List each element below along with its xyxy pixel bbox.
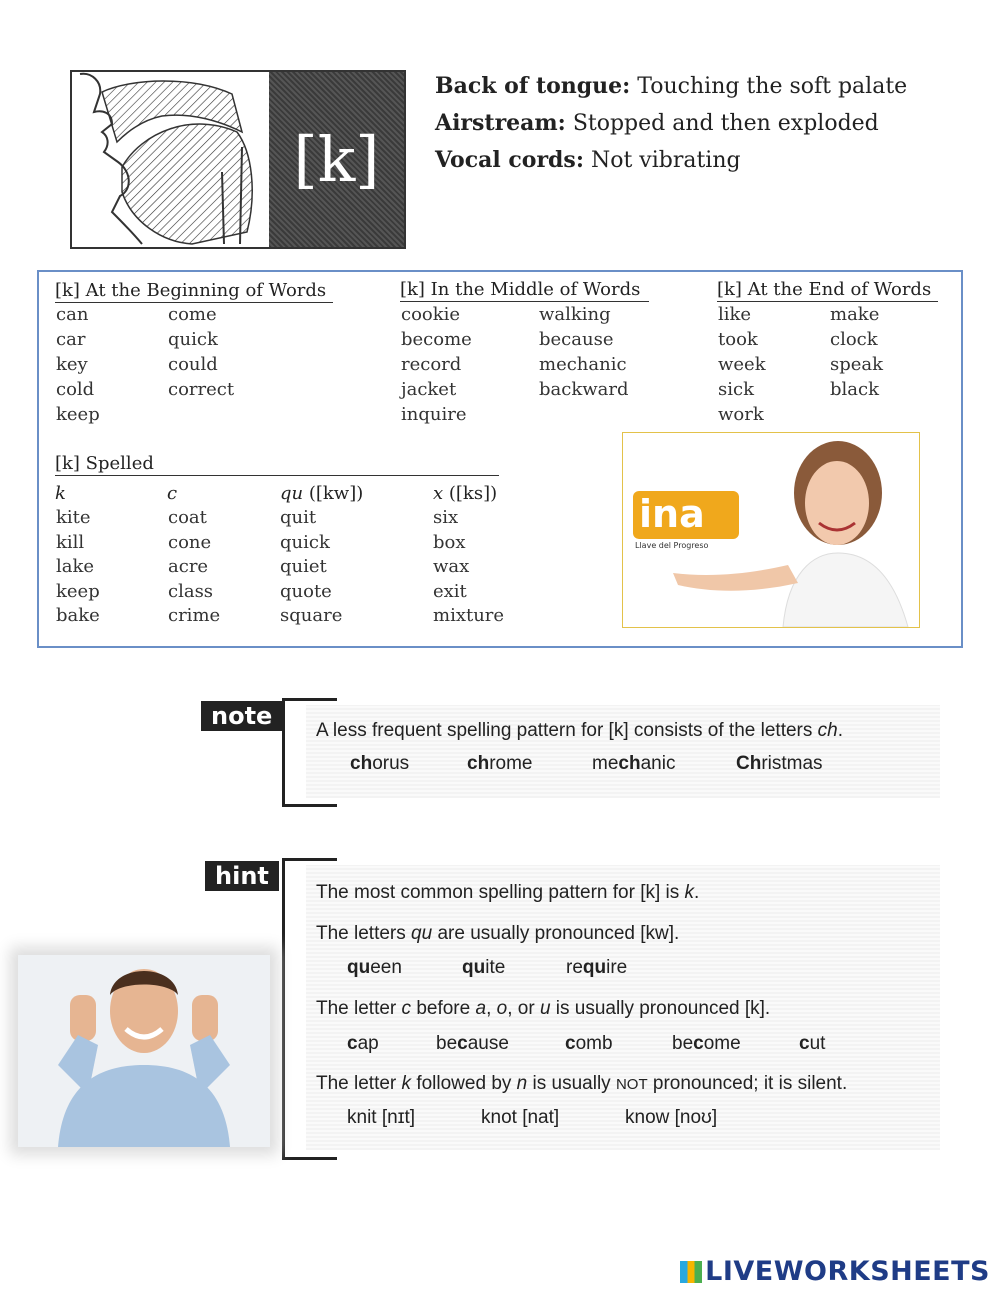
note-panel xyxy=(306,705,940,798)
beginning-word: car xyxy=(56,329,86,350)
hint-example-word: require xyxy=(566,957,628,978)
spelled-header-k: k xyxy=(55,483,66,504)
hint-example-word: comb xyxy=(565,1033,613,1054)
airstream-line: Airstream: Stopped and then exploded xyxy=(435,110,879,136)
middle-word: cookie xyxy=(401,304,461,325)
beginning-word: come xyxy=(168,304,217,325)
end-heading: [k] At the End of Words xyxy=(717,279,938,302)
spelled-word: mixture xyxy=(433,605,505,627)
beginning-word: keep xyxy=(56,404,100,425)
middle-heading: [k] In the Middle of Words xyxy=(400,279,649,302)
spelled-word: box xyxy=(433,531,466,553)
hint-example-word: know [noʊ] xyxy=(625,1107,718,1128)
spelled-word: square xyxy=(280,605,343,627)
spelled-word: bake xyxy=(56,605,100,627)
middle-word: backward xyxy=(539,379,629,400)
spelled-word: quote xyxy=(280,580,332,602)
hint-example-word: because xyxy=(436,1033,509,1054)
phoneme-symbol: [k] xyxy=(293,123,380,196)
end-word: work xyxy=(718,404,764,425)
tongue-line: Back of tongue: Touching the soft palate xyxy=(435,73,908,99)
spelled-word: exit xyxy=(433,580,467,602)
hint-example-word: queen xyxy=(347,957,402,978)
articulation-properties xyxy=(435,68,907,179)
ina-advert-image xyxy=(622,432,920,628)
ina-tagline: Llave del Progreso xyxy=(635,541,709,550)
spelled-word: coat xyxy=(168,507,207,528)
hint-line-2: The letters qu are usually pronounced [kw]. xyxy=(316,923,680,944)
beginning-word: cold xyxy=(56,379,95,400)
hint-line-1: The most common spelling pattern for [k] is k. xyxy=(316,882,700,903)
hint-example-word: cut xyxy=(799,1033,826,1054)
spelled-word: quit xyxy=(280,507,317,528)
hint-example-word: knot [nat] xyxy=(481,1107,560,1128)
spelled-header-c: c xyxy=(167,483,178,504)
spelled-word: quick xyxy=(280,531,330,553)
beginning-word: correct xyxy=(168,379,235,400)
articulation-diagram xyxy=(70,70,406,249)
middle-word: jacket xyxy=(401,379,457,400)
beginning-word: quick xyxy=(168,329,218,350)
liveworksheets-brand[interactable]: LIVEWORKSHEETS xyxy=(680,1256,990,1287)
middle-word: inquire xyxy=(401,404,467,425)
spelled-word: wax xyxy=(433,556,470,578)
spelled-word: class xyxy=(168,580,214,602)
man-thumbs-up-photo xyxy=(18,955,270,1147)
hint-example-word: become xyxy=(672,1033,741,1054)
beginning-heading: [k] At the Beginning of Words xyxy=(55,280,333,303)
end-word: black xyxy=(830,379,879,400)
man-photo xyxy=(18,955,270,1147)
end-word: sick xyxy=(718,379,754,400)
end-word: like xyxy=(718,304,752,325)
hint-line-4: The letter k followed by n is usually NOT pronounced; it is silent. xyxy=(316,1073,848,1094)
spelled-word: acre xyxy=(168,556,209,578)
note-tag: note xyxy=(201,701,282,731)
end-word: make xyxy=(830,304,880,325)
vocal-line: Vocal cords: Not vibrating xyxy=(435,147,741,173)
ina-logo-text: ina xyxy=(639,492,705,536)
hint-line-3: The letter c before a, o, or u is usually pronounced [k]. xyxy=(316,998,771,1019)
spelled-word: keep xyxy=(56,580,100,602)
spelled-word: crime xyxy=(168,605,221,627)
end-word: clock xyxy=(830,329,878,350)
mouth-profile-image xyxy=(72,72,269,247)
end-word: speak xyxy=(830,354,884,375)
spelled-word: kite xyxy=(56,507,91,528)
middle-word: because xyxy=(539,329,614,350)
hint-example-word: quite xyxy=(462,957,506,978)
middle-word: mechanic xyxy=(539,354,627,375)
beginning-word: can xyxy=(56,304,89,325)
spelled-header-qu: qu ([kw]) xyxy=(280,483,364,504)
spelled-word: lake xyxy=(56,556,95,578)
middle-word: become xyxy=(401,329,472,350)
note-example-word: chrome xyxy=(467,753,533,774)
note-example-word: Christmas xyxy=(736,753,823,774)
end-word: week xyxy=(718,354,766,375)
spelled-word: kill xyxy=(56,531,85,553)
hint-example-word: cap xyxy=(347,1033,379,1054)
spelled-word: six xyxy=(433,507,459,528)
brand-logo-icon xyxy=(680,1261,702,1283)
spelled-word: quiet xyxy=(280,556,327,578)
middle-word: record xyxy=(401,354,462,375)
hint-example-word: knit [nɪt] xyxy=(347,1107,416,1128)
beginning-word: key xyxy=(56,354,88,375)
note-example-word: mechanic xyxy=(592,753,676,774)
hint-tag: hint xyxy=(205,861,279,891)
end-word: took xyxy=(718,329,758,350)
spelled-header-x: x ([ks]) xyxy=(433,483,498,504)
spelled-word: cone xyxy=(168,531,212,553)
note-text: A less frequent spelling pattern for [k] consists of the letters ch. xyxy=(316,720,844,741)
beginning-word: could xyxy=(168,354,218,375)
note-example-word: chorus xyxy=(350,753,410,774)
spelled-heading: [k] Spelled xyxy=(55,453,499,476)
middle-word: walking xyxy=(539,304,611,325)
